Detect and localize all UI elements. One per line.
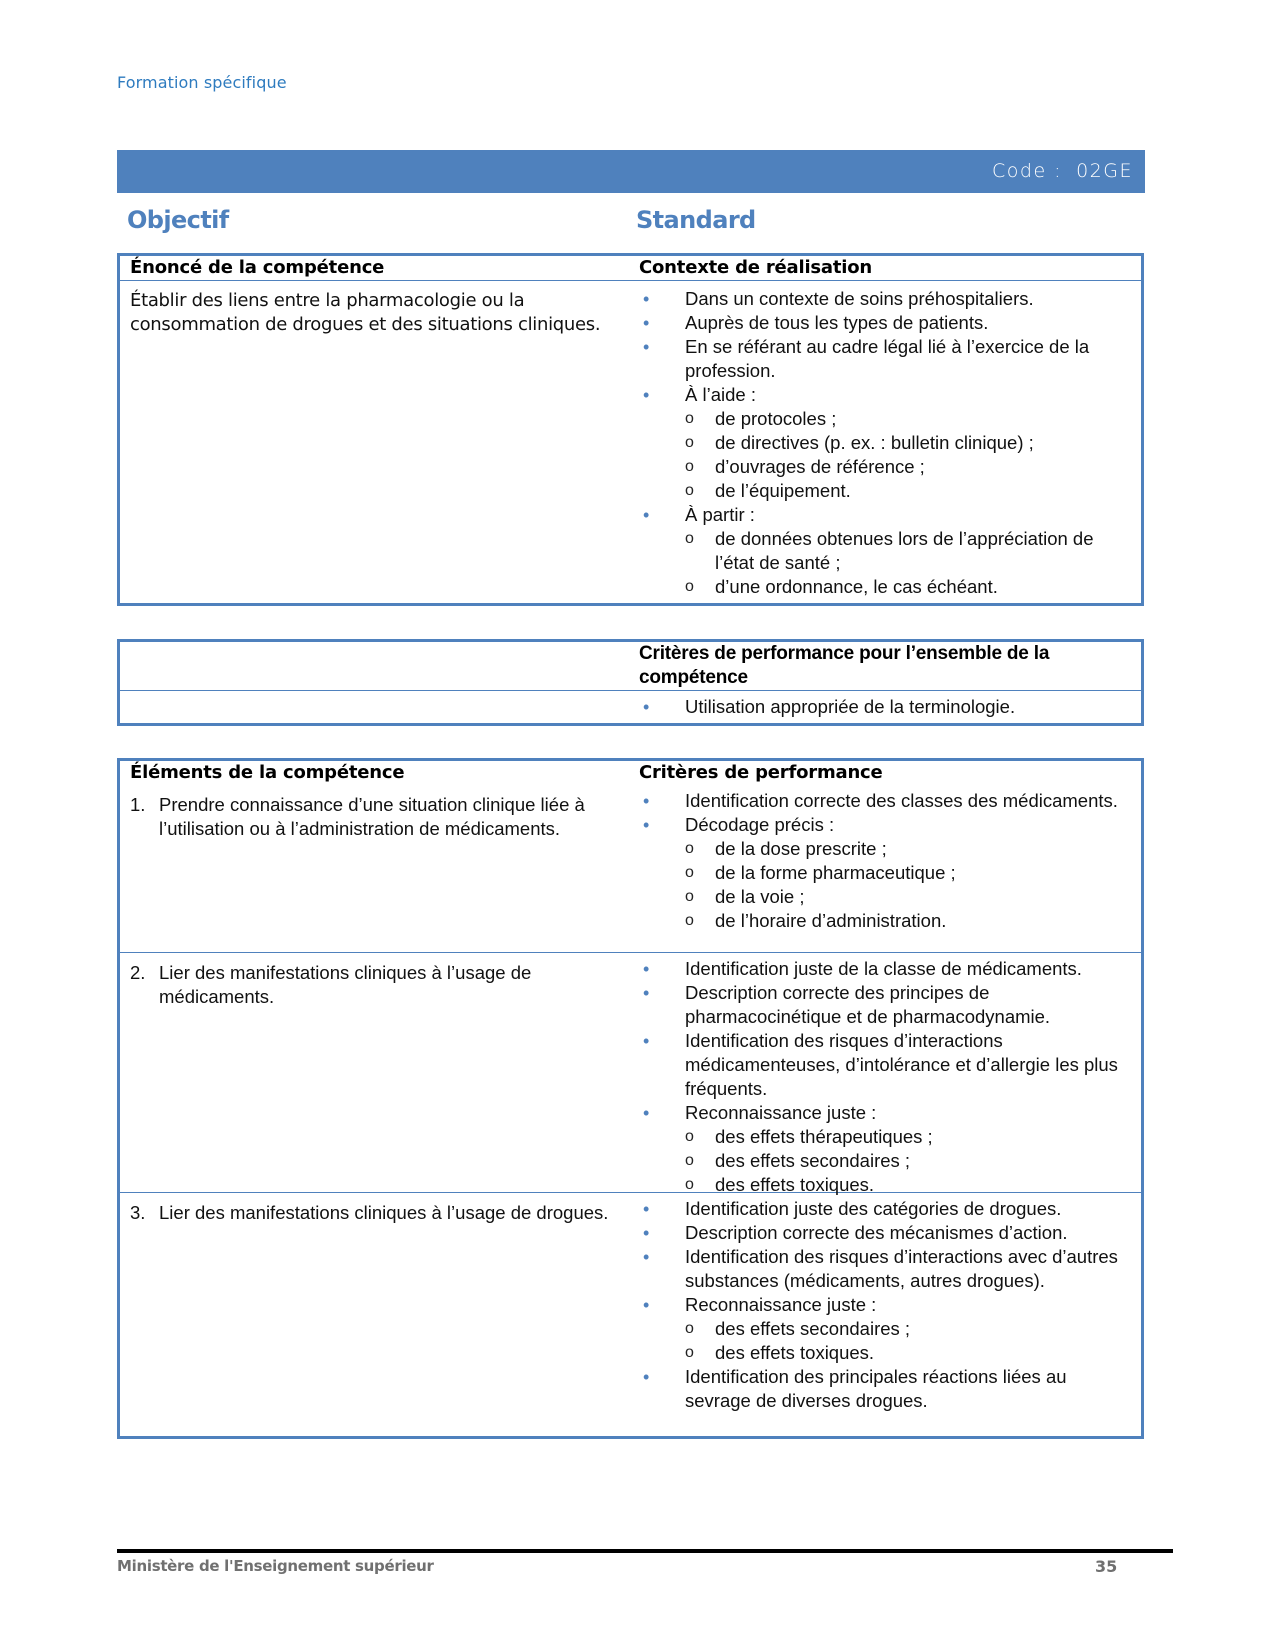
sub-item [685,1317,1131,1341]
sub-list [685,527,1131,599]
circle-bullet-icon: o [685,912,694,929]
element-number: 2. [130,962,146,983]
table-header-row [120,642,1141,690]
sub-item-text: des effets toxiques. [715,1174,875,1195]
bullet-icon: • [643,1031,650,1051]
bullet-icon: • [643,337,650,357]
element-list [130,1201,619,1225]
performance-criteria-list [639,789,1131,933]
circle-bullet-icon: o [685,530,694,547]
criterion-text: Reconnaissance juste : [685,1102,877,1123]
sub-item [685,407,1131,431]
sub-item [685,1149,1131,1173]
bullet-icon: • [643,505,650,525]
criterion-item [639,1197,1131,1221]
circle-bullet-icon: o [685,578,694,595]
column-header: Énoncé de la compétence [130,257,385,278]
table-row [120,785,1141,952]
sub-item-text: de l’équipement. [715,480,851,501]
sub-item-text: de directives (p. ex. : bulletin clinique) ; [715,432,1034,453]
sub-list [685,407,1131,503]
performance-criteria-list [639,1197,1131,1413]
global-criteria-list [639,695,1131,719]
sub-item-text: de la forme pharmaceutique ; [715,862,956,883]
circle-bullet-icon: o [685,482,694,499]
circle-bullet-icon: o [685,410,694,427]
context-list [639,287,1131,599]
competence-table [117,253,1144,606]
element-number: 1. [130,794,146,815]
sub-list [685,837,1131,933]
table-header-row [120,761,1141,785]
criterion-item [639,813,1131,933]
column-header: Critères de performance pour l’ensemble de la compétence [639,643,1050,688]
criterion-text: Identification des risques d’interactions médicamenteuses, d’intolérance et d’allergie les plus fréquents. [685,1030,1118,1099]
sub-list [685,1125,1131,1197]
sub-item-text: des effets secondaires ; [715,1318,911,1339]
bullet-icon: • [643,1223,650,1243]
sub-item-text: de données obtenues lors de l’appréciation de l’état de santé ; [715,528,1094,573]
circle-bullet-icon: o [685,1152,694,1169]
bullet-icon: • [643,1199,650,1219]
criterion-text: Utilisation appropriée de la terminologie. [685,696,1016,717]
sub-item-text: de protocoles ; [715,408,837,429]
circle-bullet-icon: o [685,1128,694,1145]
bullet-icon: • [643,1295,650,1315]
bullet-icon: • [643,385,650,405]
sub-item-text: des effets toxiques. [715,1342,875,1363]
sub-item [685,861,1131,885]
bullet-icon: • [643,1103,650,1123]
table-row [120,1192,1141,1436]
criterion-text: Description correcte des principes de pharmacocinétique et de pharmacodynamie. [685,982,1051,1027]
criterion-item [639,1221,1131,1245]
elements-table [117,758,1144,1439]
criterion-item [639,981,1131,1029]
competence-element [130,961,619,1009]
sub-item [685,885,1131,909]
empty-cell [120,691,629,723]
element-number: 3. [130,1202,146,1223]
criterion-item [639,1365,1131,1413]
empty-cell [120,642,629,690]
criterion-item [639,789,1131,813]
code-bar [117,150,1145,193]
criterion-item [639,311,1131,335]
circle-bullet-icon: o [685,864,694,881]
criterion-item [639,1245,1131,1293]
sub-item [685,455,1131,479]
footer-ministry: Ministère de l'Enseignement supérieur [117,1557,434,1575]
page-number: 35 [1095,1557,1118,1576]
sub-item-text: de l’horaire d’administration. [715,910,947,931]
code-value: 02GE [1076,160,1133,182]
footer-rule [117,1549,1173,1553]
objectif-title: Objectif [127,206,229,234]
column-header: Éléments de la compétence [130,762,405,783]
criterion-text: Identification des risques d’interactions avec d’autres substances (médicaments, autres drogues). [685,1246,1118,1291]
sub-item [685,1125,1131,1149]
circle-bullet-icon: o [685,458,694,475]
sub-item [685,1341,1131,1365]
bullet-icon: • [643,289,650,309]
criterion-text: À l’aide : [685,384,756,405]
sub-item [685,575,1131,599]
criterion-item [639,503,1131,599]
running-head: Formation spécifique [117,73,287,92]
standard-title: Standard [636,206,756,234]
competence-statement: Établir des liens entre la pharmacologie ou la consommation de drogues et des situations cliniques. [130,290,601,335]
global-criteria-table [117,639,1144,726]
table-header-row [120,256,1141,280]
circle-bullet-icon: o [685,1344,694,1361]
sub-item-text: d’une ordonnance, le cas échéant. [715,576,998,597]
criterion-text: Identification juste des catégories de drogues. [685,1198,1062,1219]
bullet-icon: • [643,959,650,979]
criterion-item [639,1101,1131,1197]
element-text: Prendre connaissance d’une situation clinique liée à l’utilisation ou à l’administration de médicaments. [159,794,585,839]
code-label: Code : [992,160,1063,182]
column-header: Critères de performance [639,762,883,783]
sub-item-text: des effets secondaires ; [715,1150,911,1171]
competence-element [130,1201,619,1225]
competence-element [130,793,619,841]
bullet-icon: • [643,1247,650,1267]
sub-item [685,431,1131,455]
sub-item [685,527,1131,575]
sub-item [685,837,1131,861]
column-header: Contexte de réalisation [639,257,873,278]
criterion-item [639,287,1131,311]
criterion-text: Identification juste de la classe de médicaments. [685,958,1082,979]
sub-item [685,479,1131,503]
sub-list [685,1317,1131,1365]
criterion-text: Auprès de tous les types de patients. [685,312,989,333]
table-row [120,952,1141,1195]
table-row [120,690,1141,723]
criterion-item [639,383,1131,503]
sub-item [685,909,1131,933]
criterion-item [639,335,1131,383]
bullet-icon: • [643,313,650,333]
element-list [130,793,619,841]
circle-bullet-icon: o [685,1320,694,1337]
criterion-text: En se référant au cadre légal lié à l’exercice de la profession. [685,336,1090,381]
criterion-item [639,1029,1131,1101]
criterion-item [639,1293,1131,1365]
criterion-text: Identification des principales réactions liées au sevrage de diverses drogues. [685,1366,1067,1411]
element-text: Lier des manifestations cliniques à l’usage de médicaments. [159,962,532,1007]
element-list [130,961,619,1009]
circle-bullet-icon: o [685,888,694,905]
bullet-icon: • [643,791,650,811]
criterion-text: À partir : [685,504,755,525]
circle-bullet-icon: o [685,1176,694,1193]
bullet-icon: • [643,983,650,1003]
criterion-text: Identification correcte des classes des médicaments. [685,790,1118,811]
bullet-icon: • [643,815,650,835]
criterion-item [639,695,1131,719]
criterion-text: Reconnaissance juste : [685,1294,877,1315]
course-code [992,160,1133,182]
circle-bullet-icon: o [685,840,694,857]
bullet-icon: • [643,1367,650,1387]
performance-criteria-list [639,957,1131,1197]
table-row [120,280,1141,603]
criterion-text: Dans un contexte de soins préhospitaliers. [685,288,1034,309]
criterion-text: Décodage précis : [685,814,835,835]
bullet-icon: • [643,697,650,717]
sub-item-text: de la dose prescrite ; [715,838,887,859]
sub-item-text: des effets thérapeutiques ; [715,1126,933,1147]
circle-bullet-icon: o [685,434,694,451]
criterion-item [639,957,1131,981]
sub-item-text: de la voie ; [715,886,805,907]
sub-item-text: d’ouvrages de référence ; [715,456,925,477]
sub-item [685,1173,1131,1197]
element-text: Lier des manifestations cliniques à l’usage de drogues. [159,1202,609,1223]
criterion-text: Description correcte des mécanismes d’action. [685,1222,1068,1243]
